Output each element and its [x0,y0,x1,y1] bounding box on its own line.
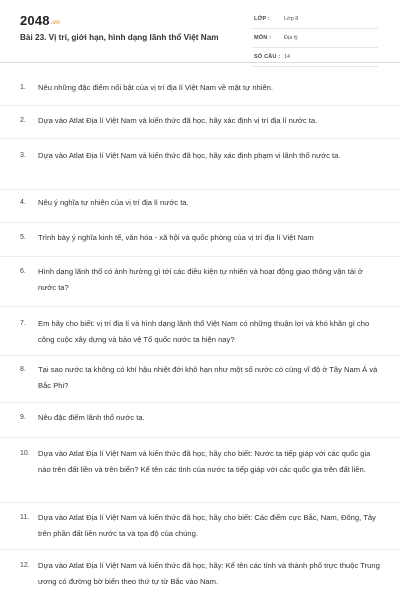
question-divider [0,222,400,223]
question-number: 7. [20,320,26,327]
meta-label: LỚP : [254,16,270,22]
question-text: Tại sao nước ta không có khí hậu nhiệt đới khô hạn như một số nước có cùng vĩ độ ở Tây Nam Á và Bắc Phi? [38,365,378,390]
question-text: Dựa vào Atlat Địa lí Việt Nam và kiến thức đã học, hãy cho biết: Nước ta tiếp giáp với các quốc gia nào trên đất liền và trên biển? Kể tên các tỉnh của nước ta tiếp giáp với các quốc gia trên đất liền. [38,449,371,474]
question-divider [0,437,400,438]
lesson-title: Bài 23. Vị trí, giới hạn, hình dạng lãnh thổ Việt Nam [20,33,219,42]
logo-tld: .vn [50,20,61,26]
question-number: 2. [20,117,26,124]
meta-label: SỐ CÂU : [254,54,281,60]
question-divider [0,306,400,307]
question-divider [0,189,400,190]
question-divider [0,355,400,356]
meta-value: 14 [284,54,291,60]
question-number: 3. [20,152,26,159]
question-number: 9. [20,414,26,421]
meta-value: Lớp 8 [284,16,299,22]
meta-table [252,12,378,69]
question-text: Dựa vào Atlat Địa lí Việt Nam và kiến thức đã học, hãy cho biết: Các điểm cực Bắc, Nam, Đông, Tây trên phần đất liền nước ta và tọa độ của chúng. [38,513,376,538]
question-text: Nêu ý nghĩa tự nhiên của vị trí địa lí nước ta. [38,198,189,207]
question-divider [0,138,400,139]
question-text: Hình dạng lãnh thổ có ảnh hưởng gì tới các điều kiện tự nhiên và hoạt động giao thông vận tải ở nước ta? [38,267,363,292]
header-divider [0,62,400,63]
logo-text: 2048 [20,13,50,28]
question-number: 4. [20,199,26,206]
site-logo[interactable] [20,13,60,28]
meta-row-subject [252,31,378,48]
question-divider [0,549,400,550]
question-divider [0,402,400,403]
question-text: Dựa vào Atlat Địa lí Việt Nam và kiến thức đã học, hãy xác định vị trí địa lí nước ta. [38,116,318,125]
question-number: 10. [20,450,30,457]
question-number: 6. [20,268,26,275]
question-number: 11. [20,514,30,521]
question-divider [0,502,400,503]
question-text: Em hãy cho biết: vị trí địa lí và hình dạng lãnh thổ Việt Nam có những thuận lợi và khó khăn gì cho công cuộc xây dựng và bảo vệ Tổ quốc nước ta hiện nay? [38,319,370,344]
question-divider [0,105,400,106]
question-text: Trình bày ý nghĩa kinh tế, văn hóa - xã hội và quốc phòng của vị trí địa lí Việt Nam [38,233,314,242]
question-number: 5. [20,234,26,241]
worksheet-header [0,0,400,62]
question-number: 8. [20,366,26,373]
question-text: Nêu những đặc điểm nổi bật của vị trí địa lí Việt Nam về mặt tự nhiên. [38,83,274,92]
meta-label: MÔN : [254,35,272,41]
meta-value: Địa lý [284,35,298,41]
meta-row-grade [252,12,378,29]
question-number: 1. [20,84,26,91]
question-text: Dựa vào Atlat Địa lí Việt Nam và kiến thức đã học, hãy xác định phạm vi lãnh thổ nước ta. [38,151,341,160]
question-number: 12. [20,562,30,569]
meta-row-count [252,50,378,67]
question-text: Nêu đặc điểm lãnh thổ nước ta. [38,413,145,422]
question-divider [0,256,400,257]
question-text: Dựa vào Atlat Địa lí Việt Nam và kiến thức đã học, hãy: Kể tên các tỉnh và thành phố trực thuộc Trung ương có đường bờ biển theo thứ tự từ Bắc vào Nam. [38,561,380,586]
